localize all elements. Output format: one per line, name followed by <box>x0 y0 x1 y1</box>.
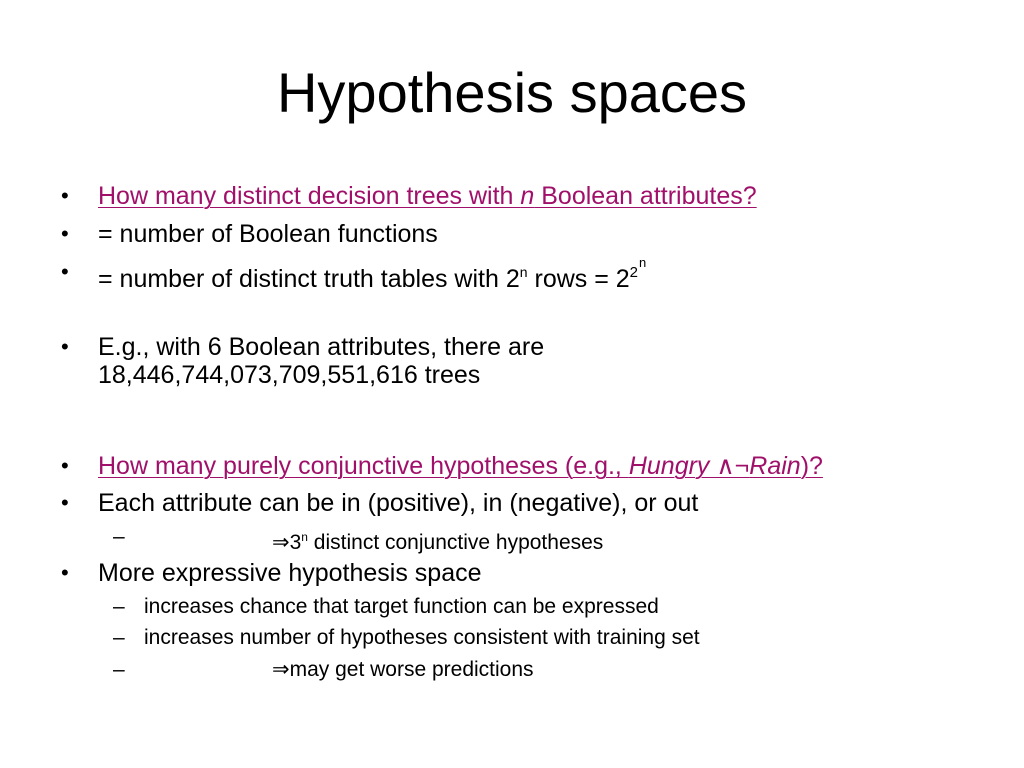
text-segment: Boolean attributes? <box>534 182 757 210</box>
exponent-n: n <box>639 255 647 270</box>
italic-rain: Rain <box>749 452 801 480</box>
slide-title: Hypothesis spaces <box>276 61 747 124</box>
bullet-text: = number of Boolean functions <box>98 220 438 248</box>
text-segment: How many purely conjunctive hypotheses (e.g., <box>98 452 629 480</box>
sub-bullet-dash: – <box>113 525 125 548</box>
bullet-dot: • <box>61 490 69 515</box>
sub-bullet-dash: – <box>113 658 125 681</box>
bullet-dot: • <box>61 560 69 585</box>
bullet-dot: • <box>61 183 69 208</box>
superscript-n: n <box>519 264 528 280</box>
italic-n: n <box>520 182 535 210</box>
bullet-dot: • <box>61 259 69 284</box>
bullet-text: E.g., with 6 Boolean attributes, there are <box>98 333 545 361</box>
bullet-text[interactable] <box>98 451 823 481</box>
logic-symbols: ∧¬ <box>709 452 750 480</box>
text-segment: distinct conjunctive hypotheses <box>307 531 604 554</box>
sub-bullet-text <box>272 524 603 556</box>
text-segment: )? <box>800 452 823 480</box>
bullet-text[interactable] <box>98 181 757 211</box>
bullet-text: More expressive hypothesis space <box>98 559 482 587</box>
bullet-text: Each attribute can be in (positive), in (negative), or out <box>98 489 699 517</box>
superscript-n: n <box>301 530 308 544</box>
bullet-text <box>98 257 646 298</box>
sub-bullet-text: ⇒may get worse predictions <box>272 658 534 681</box>
text-segment: How many distinct decision trees with <box>98 182 521 210</box>
text-segment: = number of distinct truth tables with 2 <box>98 265 520 293</box>
bullet-dot: • <box>61 334 69 359</box>
bullet-dot: • <box>61 221 69 246</box>
text-segment: ⇒3 <box>272 531 302 554</box>
sub-bullet-text: increases number of hypotheses consistent with training set <box>144 626 700 649</box>
text-segment: rows = 2 <box>527 265 630 293</box>
sub-bullet-dash: – <box>113 595 125 618</box>
bullet-continuation: 18,446,744,073,709,551,616 trees <box>98 361 481 389</box>
sub-bullet-text: increases chance that target function can be expressed <box>144 595 659 618</box>
sub-bullet-dash: – <box>113 626 125 649</box>
italic-hungry: Hungry <box>628 452 710 480</box>
bullet-dot: • <box>61 453 69 478</box>
exponent-base: 2 <box>629 264 639 281</box>
